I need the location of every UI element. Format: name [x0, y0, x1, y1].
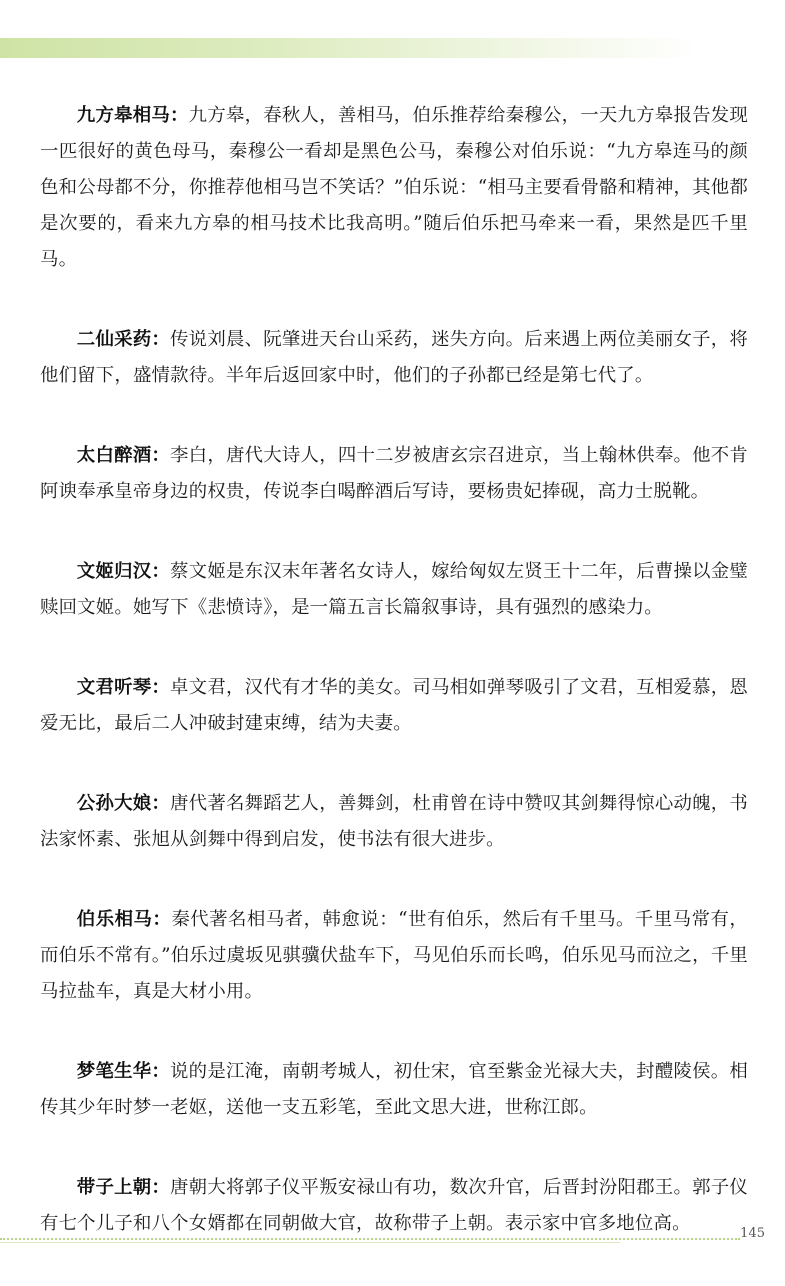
entry-term: 带子上朝：	[76, 1177, 171, 1198]
entry-term: 九方皋相马：	[76, 105, 189, 126]
entry-text: 唐朝大将郭子仪平叛安禄山有功，数次升官，后晋封汾阳郡王。郭子仪有七个儿子和八个女婿都在同朝做大官，故称带子上朝。表示家中官多地位高。	[40, 1177, 748, 1234]
entry-text: 秦代著名相马者，韩愈说：“世有伯乐，然后有千里马。千里马常有，而伯乐不常有。”伯乐过虞坂见骐骥伏盐车下，马见伯乐而长鸣，伯乐见马而泣之，千里马拉盐车，真是大材小用。	[40, 909, 748, 1002]
entry-term: 太白醉酒：	[76, 445, 171, 466]
entry-text: 传说刘晨、阮肇进天台山采药，迷失方向。后来遇上两位美丽女子，将他们留下，盛情款待。半年后返回家中时，他们的子孙都已经是第七代了。	[40, 329, 748, 386]
page-number: 145	[740, 1226, 765, 1241]
entry-text: 唐代著名舞蹈艺人，善舞剑，杜甫曾在诗中赞叹其剑舞得惊心动魄，书法家怀素、张旭从剑舞中得到启发，使书法有很大进步。	[40, 793, 748, 850]
entry-gongsun	[40, 786, 748, 858]
entry-wenjun	[40, 670, 748, 742]
entry-mengbi	[40, 1054, 748, 1126]
page-content	[40, 98, 748, 1286]
entry-erxian	[40, 322, 748, 394]
entry-jiufanggao	[40, 98, 748, 278]
footer-rule	[0, 1238, 740, 1240]
entry-text: 说的是江淹，南朝考城人，初仕宋，官至紫金光禄大夫，封醴陵侯。相传其少年时梦一老妪，送他一支五彩笔，至此文思大进，世称江郎。	[40, 1061, 748, 1118]
entry-text: 九方皋，春秋人，善相马，伯乐推荐给秦穆公，一天九方皋报告发现一匹很好的黄色母马，秦穆公一看却是黑色公马，秦穆公对伯乐说：“九方皋连马的颜色和公母都不分，你推荐他相马岂不笑话？”伯乐说：“相马主要看骨骼和精神，其他都是次要的，看来九方皋的相马技术比我高明。”随后伯乐把马牵来一看，果然是匹千里马。	[40, 105, 748, 270]
entry-term: 梦笔生华：	[76, 1061, 171, 1082]
entry-bole	[40, 902, 748, 1010]
entry-term: 二仙采药：	[76, 329, 171, 350]
entry-text: 卓文君，汉代有才华的美女。司马相如弹琴吸引了文君，互相爱慕，恩爱无比，最后二人冲破封建束缚，结为夫妻。	[40, 677, 748, 734]
footer-rule-secondary	[0, 1242, 620, 1243]
entry-wenji	[40, 554, 748, 626]
entry-taibai	[40, 438, 748, 510]
header-band	[0, 38, 700, 58]
entry-daizi	[40, 1170, 748, 1242]
entry-text: 蔡文姬是东汉末年著名女诗人，嫁给匈奴左贤王十二年，后曹操以金璧赎回文姬。她写下《悲愤诗》，是一篇五言长篇叙事诗，具有强烈的感染力。	[40, 561, 748, 618]
entry-term: 伯乐相马：	[76, 909, 172, 930]
entry-term: 文姬归汉：	[76, 561, 171, 582]
entry-term: 文君听琴：	[76, 677, 171, 698]
entry-text: 李白，唐代大诗人，四十二岁被唐玄宗召进京，当上翰林供奉。他不肯阿谀奉承皇帝身边的权贵，传说李白喝醉酒后写诗，要杨贵妃捧砚，高力士脱靴。	[40, 445, 748, 502]
entry-term: 公孙大娘：	[76, 793, 171, 814]
